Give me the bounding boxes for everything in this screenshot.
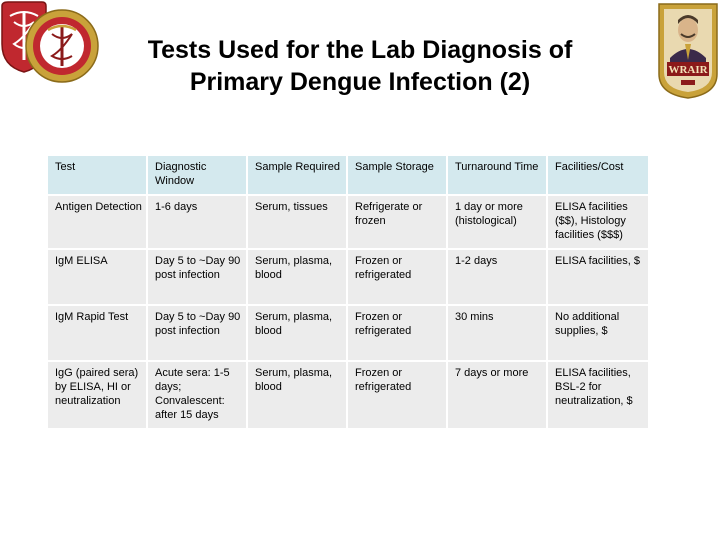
table-cell: 1-2 days [448,248,548,304]
table-cell: IgM ELISA [48,248,148,304]
table-row [48,304,648,360]
table-cell: Serum, plasma, blood [248,304,348,360]
table-row [48,248,648,304]
header-facilities-cost: Facilities/Cost [548,156,648,194]
table-cell: 1 day or more (histological) [448,194,548,248]
table-cell: No additional supplies, $ [548,304,648,360]
left-insignia-logos [0,0,100,86]
title-line-1: Tests Used for the Lab Diagnosis of [147,36,573,64]
header-test: Test [48,156,148,194]
table-cell: IgM Rapid Test [48,304,148,360]
table-cell: Serum, plasma, blood [248,360,348,428]
header-sample-storage: Sample Storage [348,156,448,194]
wrair-logo [657,0,719,100]
table-cell: Frozen or refrigerated [348,304,448,360]
table-cell: ELISA facilities ($$), Histology facilities ($$$) [548,194,648,248]
title-line-2: Primary Dengue Infection (2) [189,68,531,96]
table-cell: Refrigerate or frozen [348,194,448,248]
wrair-logo-text: WRAIR [668,64,708,76]
table-header-row [48,156,648,194]
table-cell: Day 5 to ~Day 90 post infection [148,304,248,360]
table-cell: Day 5 to ~Day 90 post infection [148,248,248,304]
table-row [48,194,648,248]
header-sample-required: Sample Required [248,156,348,194]
table-cell: IgG (paired sera) by ELISA, HI or neutralization [48,360,148,428]
table-cell: 1-6 days [148,194,248,248]
table-row [48,360,648,428]
table-cell: ELISA facilities, $ [548,248,648,304]
medical-caduceus-insignia-icon [0,0,100,86]
table-cell: ELISA facilities, BSL-2 for neutralization, $ [548,360,648,428]
table-cell: Serum, tissues [248,194,348,248]
dengue-tests-table [48,156,648,428]
table-cell: 7 days or more [448,360,548,428]
table-cell: Frozen or refrigerated [348,248,448,304]
table-cell: Acute sera: 1-5 days; Convalescent: after 15 days [148,360,248,428]
table-cell: Serum, plasma, blood [248,248,348,304]
header-diagnostic-window: Diagnostic Window [148,156,248,194]
table-cell: Antigen Detection [48,194,148,248]
header-turnaround-time: Turnaround Time [448,156,548,194]
table-cell: 30 mins [448,304,548,360]
wrair-portrait-shield-icon [657,0,719,100]
slide-title [100,34,620,98]
table-cell: Frozen or refrigerated [348,360,448,428]
